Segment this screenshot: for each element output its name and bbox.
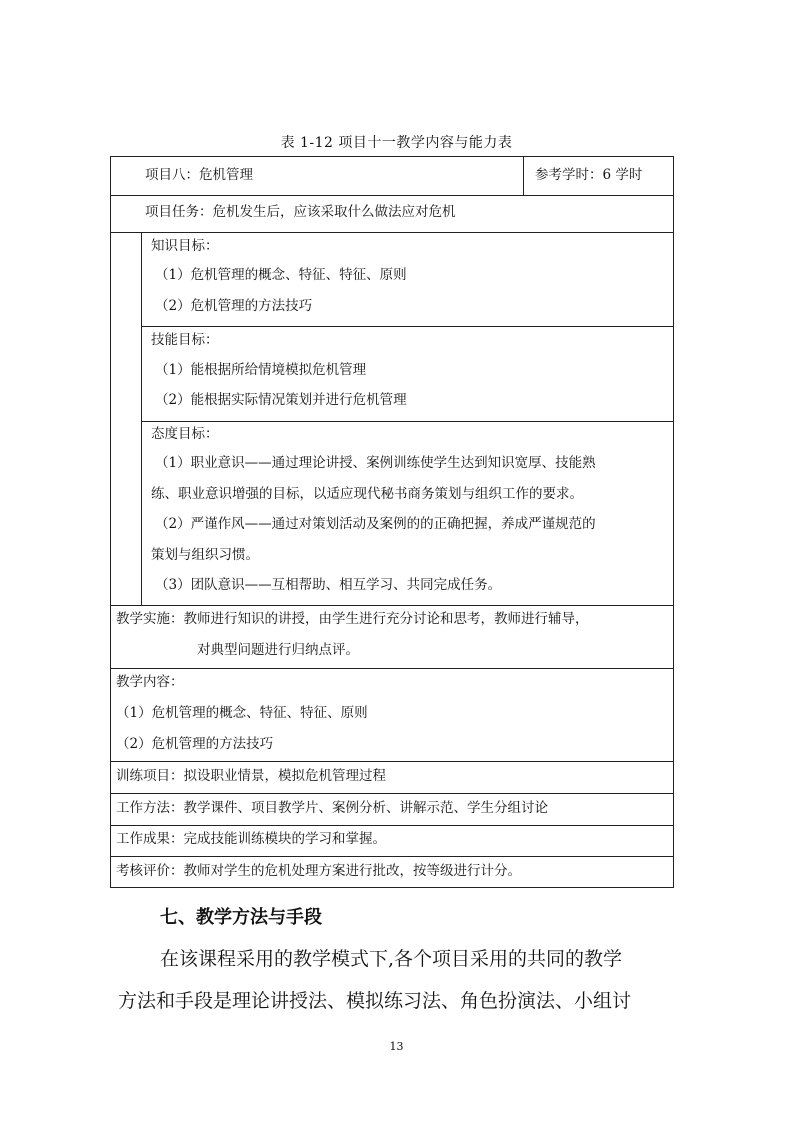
row-divider: [111, 668, 673, 669]
knowledge-item: （2）危机管理的方法技巧: [155, 298, 313, 314]
row-divider: [141, 326, 673, 327]
knowledge-title: 知识目标：: [151, 238, 219, 254]
row-divider: [111, 793, 673, 794]
implementation-line: 教学实施：教师进行知识的讲授，由学生进行充分讨论和思考，教师进行辅导，: [116, 611, 589, 627]
paragraph-line: 方法和手段是理论讲授法、模拟练习法、角色扮演法、小组讨: [118, 990, 632, 1012]
training-project: 训练项目：拟设职业情景，模拟危机管理过程: [116, 768, 386, 784]
attitude-line: （1）职业意识——通过理论讲授、案例训练使学生达到知识宽厚、技能熟: [155, 455, 596, 471]
row-divider: [111, 761, 673, 762]
skill-item: （2）能根据实际情况策划并进行危机管理: [155, 392, 407, 408]
attitude-line: 练、职业意识增强的目标，以适应现代秘书商务策划与组织工作的要求。: [151, 486, 583, 502]
column-divider: [141, 232, 142, 605]
row-divider: [111, 232, 673, 233]
attitude-line: （2）严谨作风——通过对策划活动及案例的的正确把握，养成严谨规范的: [155, 516, 596, 532]
row-divider: [111, 605, 673, 606]
project-task: 项目任务：危机发生后，应该采取什么做法应对危机: [145, 204, 456, 220]
row-divider: [111, 856, 673, 857]
assessment: 考核评价：教师对学生的危机处理方案进行批改，按等级进行计分。: [116, 863, 521, 879]
column-divider: [523, 157, 524, 195]
attitude-line: 策划与组织习惯。: [151, 547, 259, 563]
row-divider: [141, 421, 673, 422]
project-name: 项目八：危机管理: [145, 167, 253, 183]
knowledge-item: （1）危机管理的概念、特征、特征、原则: [155, 267, 407, 283]
ability-table: [110, 156, 674, 888]
implementation-line: 对典型问题进行归纳点评。: [197, 642, 359, 658]
work-result: 工作成果：完成技能训练模块的学习和掌握。: [116, 831, 386, 847]
content-item: （2）危机管理的方法技巧: [116, 736, 274, 752]
row-divider: [111, 195, 673, 196]
section-heading: 七、教学方法与手段: [160, 907, 322, 928]
skill-title: 技能目标：: [151, 332, 219, 348]
content-item: （1）危机管理的概念、特征、特征、原则: [116, 705, 368, 721]
work-method: 工作方法：教学课件、项目教学片、案例分析、讲解示范、学生分组讨论: [116, 800, 548, 816]
reference-hours: 参考学时：6 学时: [535, 167, 643, 183]
attitude-line: （3）团队意识——互相帮助、相互学习、共同完成任务。: [155, 577, 502, 593]
attitude-title: 态度目标：: [151, 426, 219, 442]
table-caption: 表 1-12 项目十一教学内容与能力表: [280, 135, 513, 151]
content-title: 教学内容：: [116, 674, 184, 690]
page-number: 13: [389, 1040, 404, 1053]
row-divider: [111, 825, 673, 826]
paragraph-line: 在该课程采用的教学模式下,各个项目采用的共同的教学: [160, 948, 623, 970]
skill-item: （1）能根据所给情境模拟危机管理: [155, 362, 367, 378]
